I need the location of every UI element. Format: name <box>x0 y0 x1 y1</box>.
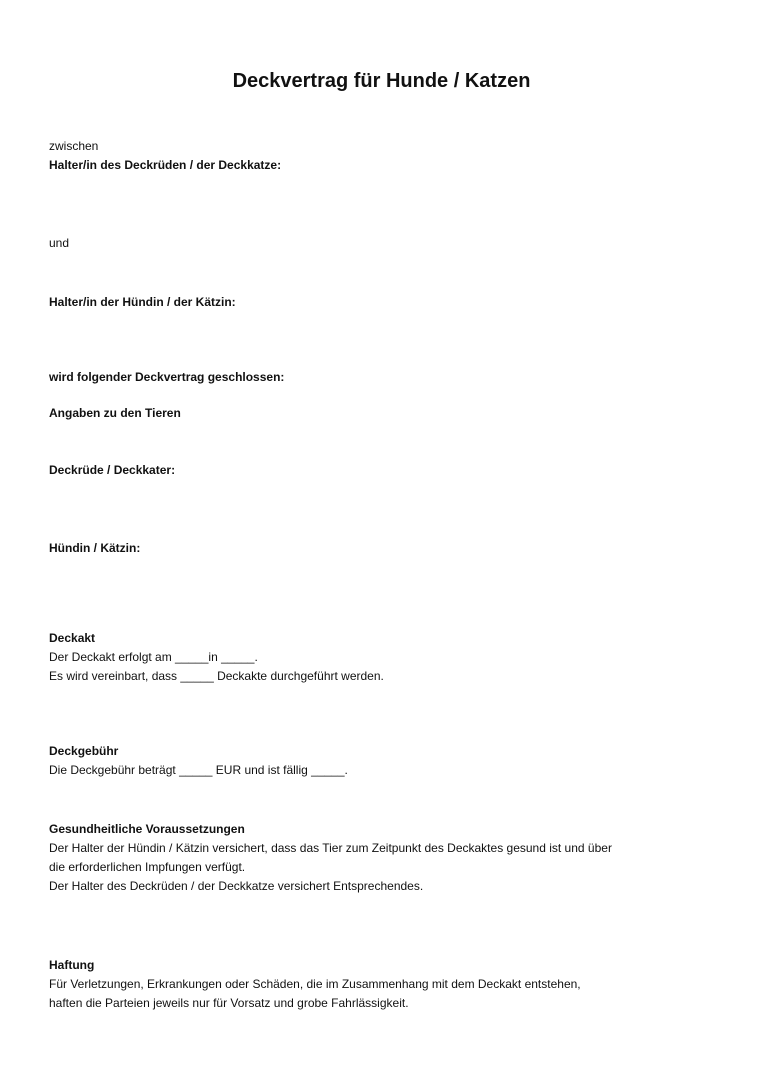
liability-heading: Haftung <box>49 958 95 972</box>
liability-section <box>49 956 729 1013</box>
health-line-3: Der Halter des Deckrüden / der Deckkatze versichert Entsprechendes. <box>49 879 424 893</box>
mating-heading: Deckakt <box>49 631 96 645</box>
mating-date-line: Der Deckakt erfolgt am _____in _____. <box>49 650 258 664</box>
fee-line: Die Deckgebühr beträgt _____ EUR und ist fällig _____. <box>49 763 348 777</box>
liability-line-2: haften die Parteien jeweils nur für Vorsatz und grobe Fahrlässigkeit. <box>49 996 409 1010</box>
stud-animal-label: Deckrüde / Deckkater: <box>49 463 176 477</box>
between-text: zwischen <box>49 139 99 153</box>
and-text: und <box>49 236 70 250</box>
parties-section <box>49 137 729 175</box>
mating-count-line: Es wird vereinbart, dass _____ Deckakte durchgeführt werden. <box>49 669 384 683</box>
animals-heading: Angaben zu den Tieren <box>49 406 181 420</box>
contract-intro: wird folgender Deckvertrag geschlossen: <box>49 370 285 384</box>
fee-heading: Deckgebühr <box>49 744 119 758</box>
page-title: Deckvertrag für Hunde / Katzen <box>232 70 531 92</box>
health-line-1: Der Halter der Hündin / Kätzin versichert, dass das Tier zum Zeitpunkt des Deckaktes gesund ist und über <box>49 841 612 855</box>
health-line-2: die erforderlichen Impfungen verfügt. <box>49 860 246 874</box>
health-section <box>49 820 729 896</box>
mating-section <box>49 629 729 686</box>
health-heading: Gesundheitliche Voraussetzungen <box>49 822 245 836</box>
fee-section <box>49 742 729 780</box>
dam-owner-label: Halter/in der Hündin / der Kätzin: <box>49 295 236 309</box>
liability-line-1: Für Verletzungen, Erkrankungen oder Schäden, die im Zusammenhang mit dem Deckakt entstehen, <box>49 977 581 991</box>
dam-animal-label: Hündin / Kätzin: <box>49 541 141 555</box>
stud-owner-label: Halter/in des Deckrüden / der Deckkatze: <box>49 158 282 172</box>
